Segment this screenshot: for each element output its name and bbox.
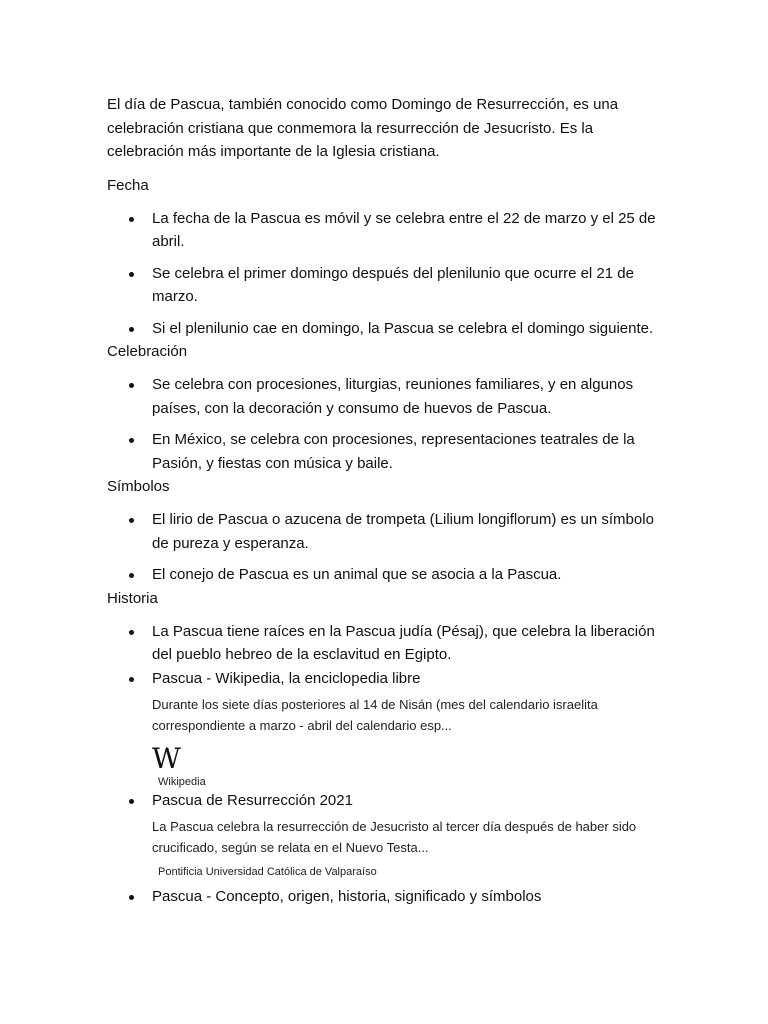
reference-card-wikipedia[interactable]: [107, 667, 667, 789]
bullet-icon: [129, 383, 134, 388]
bullet-icon: [129, 272, 134, 277]
fecha-list: [107, 207, 667, 341]
reference-title[interactable]: Pascua de Resurrección 2021: [152, 791, 353, 809]
bullet-icon: [129, 895, 134, 900]
reference-source: Wikipedia: [158, 775, 206, 788]
section-heading-simbolos: Símbolos: [107, 478, 170, 495]
reference-title[interactable]: Pascua - Concepto, origen, historia, significado y símbolos: [152, 887, 542, 905]
section-heading-fecha: Fecha: [107, 176, 149, 194]
list-item: Se celebra con procesiones, liturgias, reuniones familiares, y en algunos países, con la decoración y consumo de huevos de Pascua.: [107, 373, 667, 420]
list-item: El conejo de Pascua es un animal que se asocia a la Pascua.: [107, 563, 667, 587]
list-item: Si el plenilunio cae en domingo, la Pascua se celebra el domingo siguiente.: [107, 317, 667, 341]
list-item: Se celebra el primer domingo después del plenilunio que ocurre el 21 de marzo.: [107, 262, 667, 309]
bullet-icon: [129, 799, 134, 804]
reference-source: Pontificia Universidad Católica de Valparaíso: [158, 865, 377, 878]
intro-paragraph: El día de Pascua, también conocido como Domingo de Resurrección, es una celebración cristiana que conmemora la resurrección de Jesucristo. Es la celebración más importante de la Iglesia cristiana.: [107, 96, 619, 160]
reference-snippet: Durante los siete días posteriores al 14 de Nisán (mes del calendario israelita correspondiente a marzo - abril del calendario esp...: [152, 696, 598, 733]
reference-card-pucv[interactable]: [107, 789, 667, 879]
list-item: El lirio de Pascua o azucena de trompeta (Lilium longiflorum) es un símbolo de pureza y esperanza.: [107, 508, 667, 555]
bullet-icon: [129, 327, 134, 332]
document-page: [107, 93, 667, 908]
celebracion-list: [107, 373, 667, 475]
list-item: En México, se celebra con procesiones, representaciones teatrales de la Pasión, y fiestas con música y baile.: [107, 428, 667, 475]
bullet-icon: [129, 217, 134, 222]
bullet-icon: [129, 677, 134, 682]
list-item: La Pascua tiene raíces en la Pascua judía (Pésaj), que celebra la liberación del pueblo hebreo de la esclavitud en Egipto.: [107, 620, 667, 667]
bullet-icon: [129, 630, 134, 635]
section-heading-historia: Historia: [107, 589, 158, 607]
list-item: La fecha de la Pascua es móvil y se celebra entre el 22 de marzo y el 25 de abril.: [107, 207, 667, 254]
bullet-icon: [129, 573, 134, 578]
reference-card-concepto[interactable]: [107, 885, 667, 908]
wikipedia-logo-icon: W: [152, 741, 180, 775]
bullet-icon: [129, 518, 134, 523]
historia-list: [107, 620, 667, 667]
simbolos-list: [107, 508, 667, 587]
section-heading-celebracion: Celebración: [107, 343, 188, 360]
reference-snippet: La Pascua celebra la resurrección de Jesucristo al tercer día después de haber sido crucificado, según se relata en el Nuevo Testa...: [152, 818, 637, 855]
reference-title[interactable]: Pascua - Wikipedia, la enciclopedia libre: [152, 669, 421, 687]
bullet-icon: [129, 438, 134, 443]
